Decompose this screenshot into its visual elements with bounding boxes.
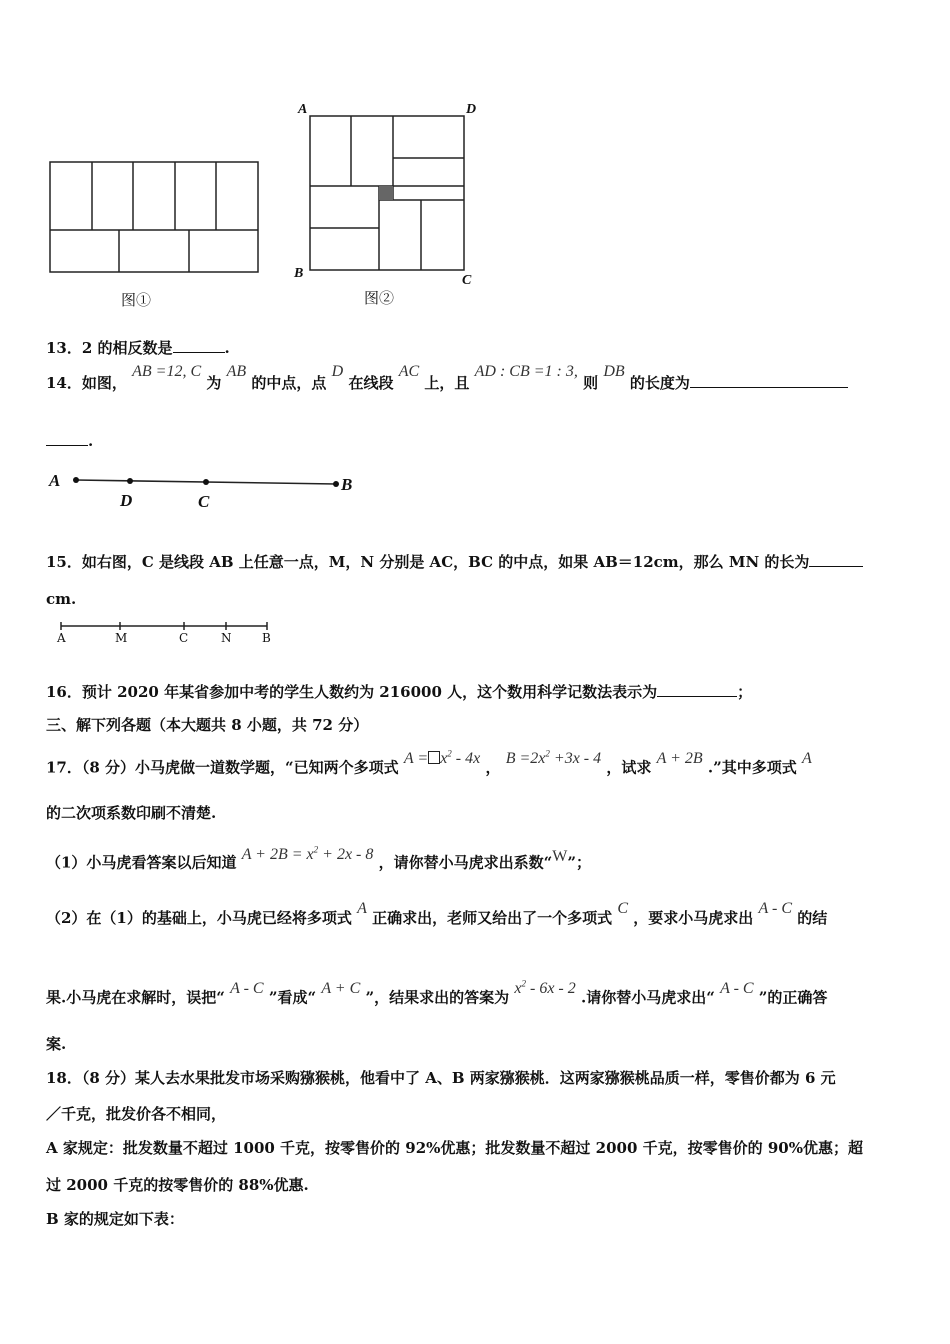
- figure-2-corner-d: D: [466, 102, 477, 117]
- q15-label-a: A: [57, 631, 66, 645]
- question-15-unit: cm.: [46, 590, 77, 608]
- question-13: 13．2 的相反数是 .: [46, 339, 230, 357]
- question-18-line-3: A 家规定：批发数量不超过 1000 千克，按零售价的 92%优惠；批发数量不超过 2000 千克，按零售价的 90%优惠；超: [46, 1139, 863, 1157]
- figure-2-corner-a: A: [298, 102, 308, 117]
- figure-2-corner-c: C: [462, 273, 472, 288]
- question-18-line-2: ／千克，批发价各不相同，: [46, 1105, 227, 1123]
- question-14-continued: .: [46, 430, 93, 451]
- question-17-part-2-line-3: 案.: [46, 1035, 67, 1053]
- q15-segment-figure: [0, 0, 950, 650]
- q15-label-c: C: [179, 631, 189, 645]
- question-17-part-1: （1）小马虎看答案以后知道 $A + 2B = x^2 + 2x - 8$ ，请你替小马虎求出系数“W”；: [46, 845, 591, 872]
- q15-label-b: B: [262, 631, 271, 645]
- q15-label-n: N: [221, 631, 232, 645]
- question-15: 15．如右图，C 是线段 AB 上任意一点，M，N 分别是 AC，BC 的中点，如果 AB＝12cm，那么 MN 的长为: [46, 551, 863, 572]
- figure-2-caption: 图②: [364, 289, 395, 307]
- question-14: 14．如图， AB =12, C 为 AB 的中点，点 D 在线段 AC 上，且 AD : CB =1 : 3, 则 DB 的长度为: [46, 372, 848, 394]
- question-17-part-2-line-2: 果.小马虎在求解时，误把“ A - C ”看成“ A + C ”，结果求出的答案为 $x^2 - 6x - 2$ .请你替小马虎求出“ A - C ”的正确答: [46, 979, 828, 1007]
- q14-label-a: A: [49, 471, 61, 490]
- question-16: 16．预计 2020 年某省参加中考的学生人数约为 216000 人，这个数用科学记数法表示为 ；: [46, 683, 753, 701]
- question-18-line-1: 18．（8 分）某人去水果批发市场采购猕猴桃，他看中了 A、B 两家猕猴桃．这两家猕猴桃品质一样，零售价都为 6 元: [46, 1069, 836, 1087]
- question-18-line-5: B 家的规定如下表：: [46, 1210, 184, 1228]
- section-3-title: 三、解下列各题（本大题共 8 小题，共 72 分）: [46, 716, 369, 734]
- figure-2-corner-b: B: [294, 266, 304, 281]
- question-18-line-4: 过 2000 千克的按零售价的 88%优惠.: [46, 1176, 309, 1194]
- q15-label-m: M: [115, 631, 128, 645]
- question-17-line-1: 17．（8 分）小马虎做一道数学题，“已知两个多项式 $A = x^2 - 4x$ ， $B =2x^2 +3x - 4$ ，试求 A + 2B .”其中多项式 A: [46, 749, 812, 777]
- figure-1-caption: 图①: [121, 291, 152, 309]
- q14-label-b: B: [341, 475, 353, 494]
- question-17-part-2: （2）在（1）的基础上，小马虎已经将多项式 A 正确求出，老师又给出了一个多项式 C ，要求小马虎求出 A - C 的结: [46, 900, 828, 927]
- q14-label-c: C: [198, 492, 210, 511]
- question-17-line-2: 的二次项系数印刷不清楚.: [46, 804, 217, 822]
- q14-label-d: D: [120, 491, 133, 510]
